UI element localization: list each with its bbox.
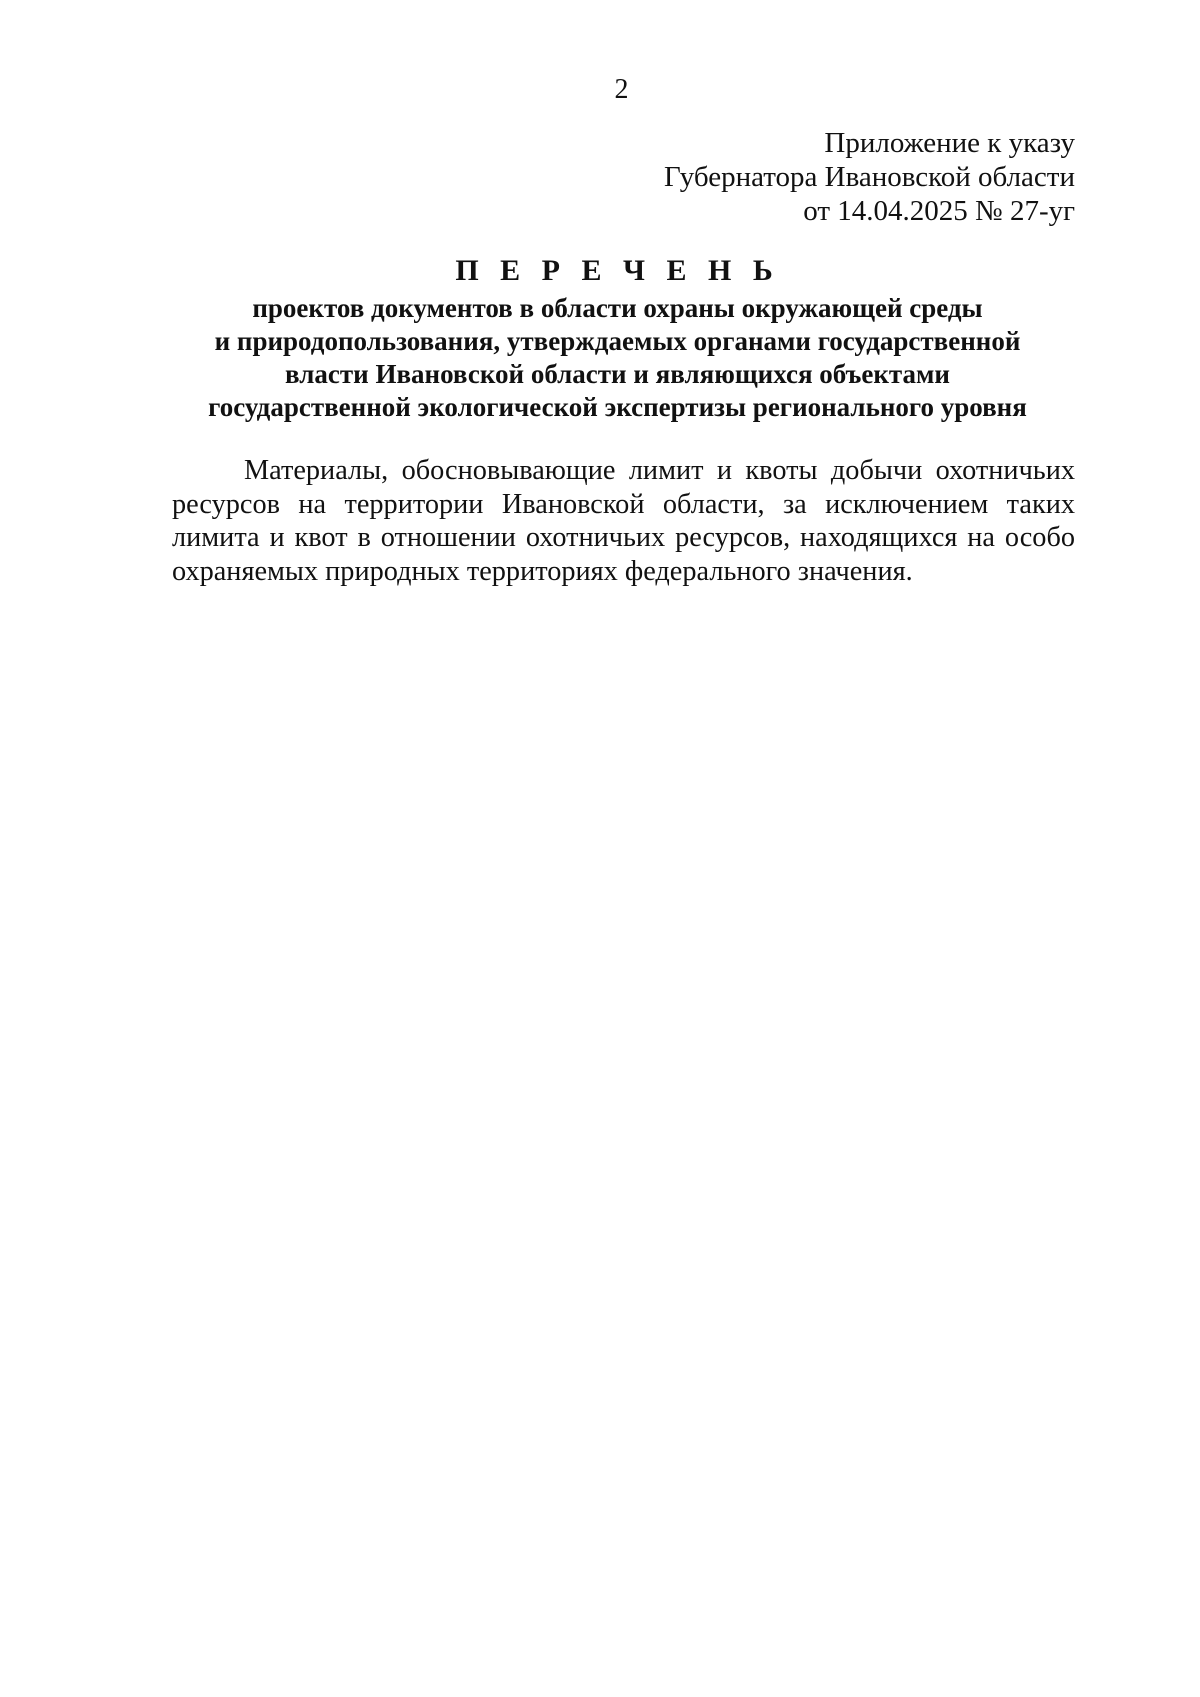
appendix-line: Губернатора Ивановской области [664, 161, 1075, 193]
page-number: 2 [614, 74, 629, 105]
document-heading [160, 254, 1075, 424]
heading-subtitle-line: власти Ивановской области и являющихся объектами [285, 359, 950, 389]
heading-title: П Е Р Е Ч Е Н Ь [455, 254, 780, 287]
heading-subtitle-line: и природопользования, утверждаемых органами государственной [214, 326, 1021, 356]
heading-subtitle-line: государственной экологической экспертизы регионального уровня [208, 392, 1027, 422]
heading-subtitle-line: проектов документов в области охраны окружающей среды [252, 293, 983, 323]
heading-subtitle [160, 292, 1075, 424]
appendix-line: от 14.04.2025 № 27-уг [803, 195, 1075, 227]
paragraph-line: Материалы, обосновывающие лимит и квоты добычи охотничьих [244, 455, 1075, 486]
paragraph-line: охраняемых природных территориях федерального значения. [172, 555, 913, 587]
paragraph-line: лимита и квот в отношении охотничьих ресурсов, находящихся на особо [172, 522, 1075, 553]
appendix-reference [375, 126, 1075, 228]
appendix-line: Приложение к указу [824, 127, 1075, 159]
body-paragraph [172, 454, 1075, 588]
paragraph-line: ресурсов на территории Ивановской области, за исключением таких [172, 488, 1075, 520]
